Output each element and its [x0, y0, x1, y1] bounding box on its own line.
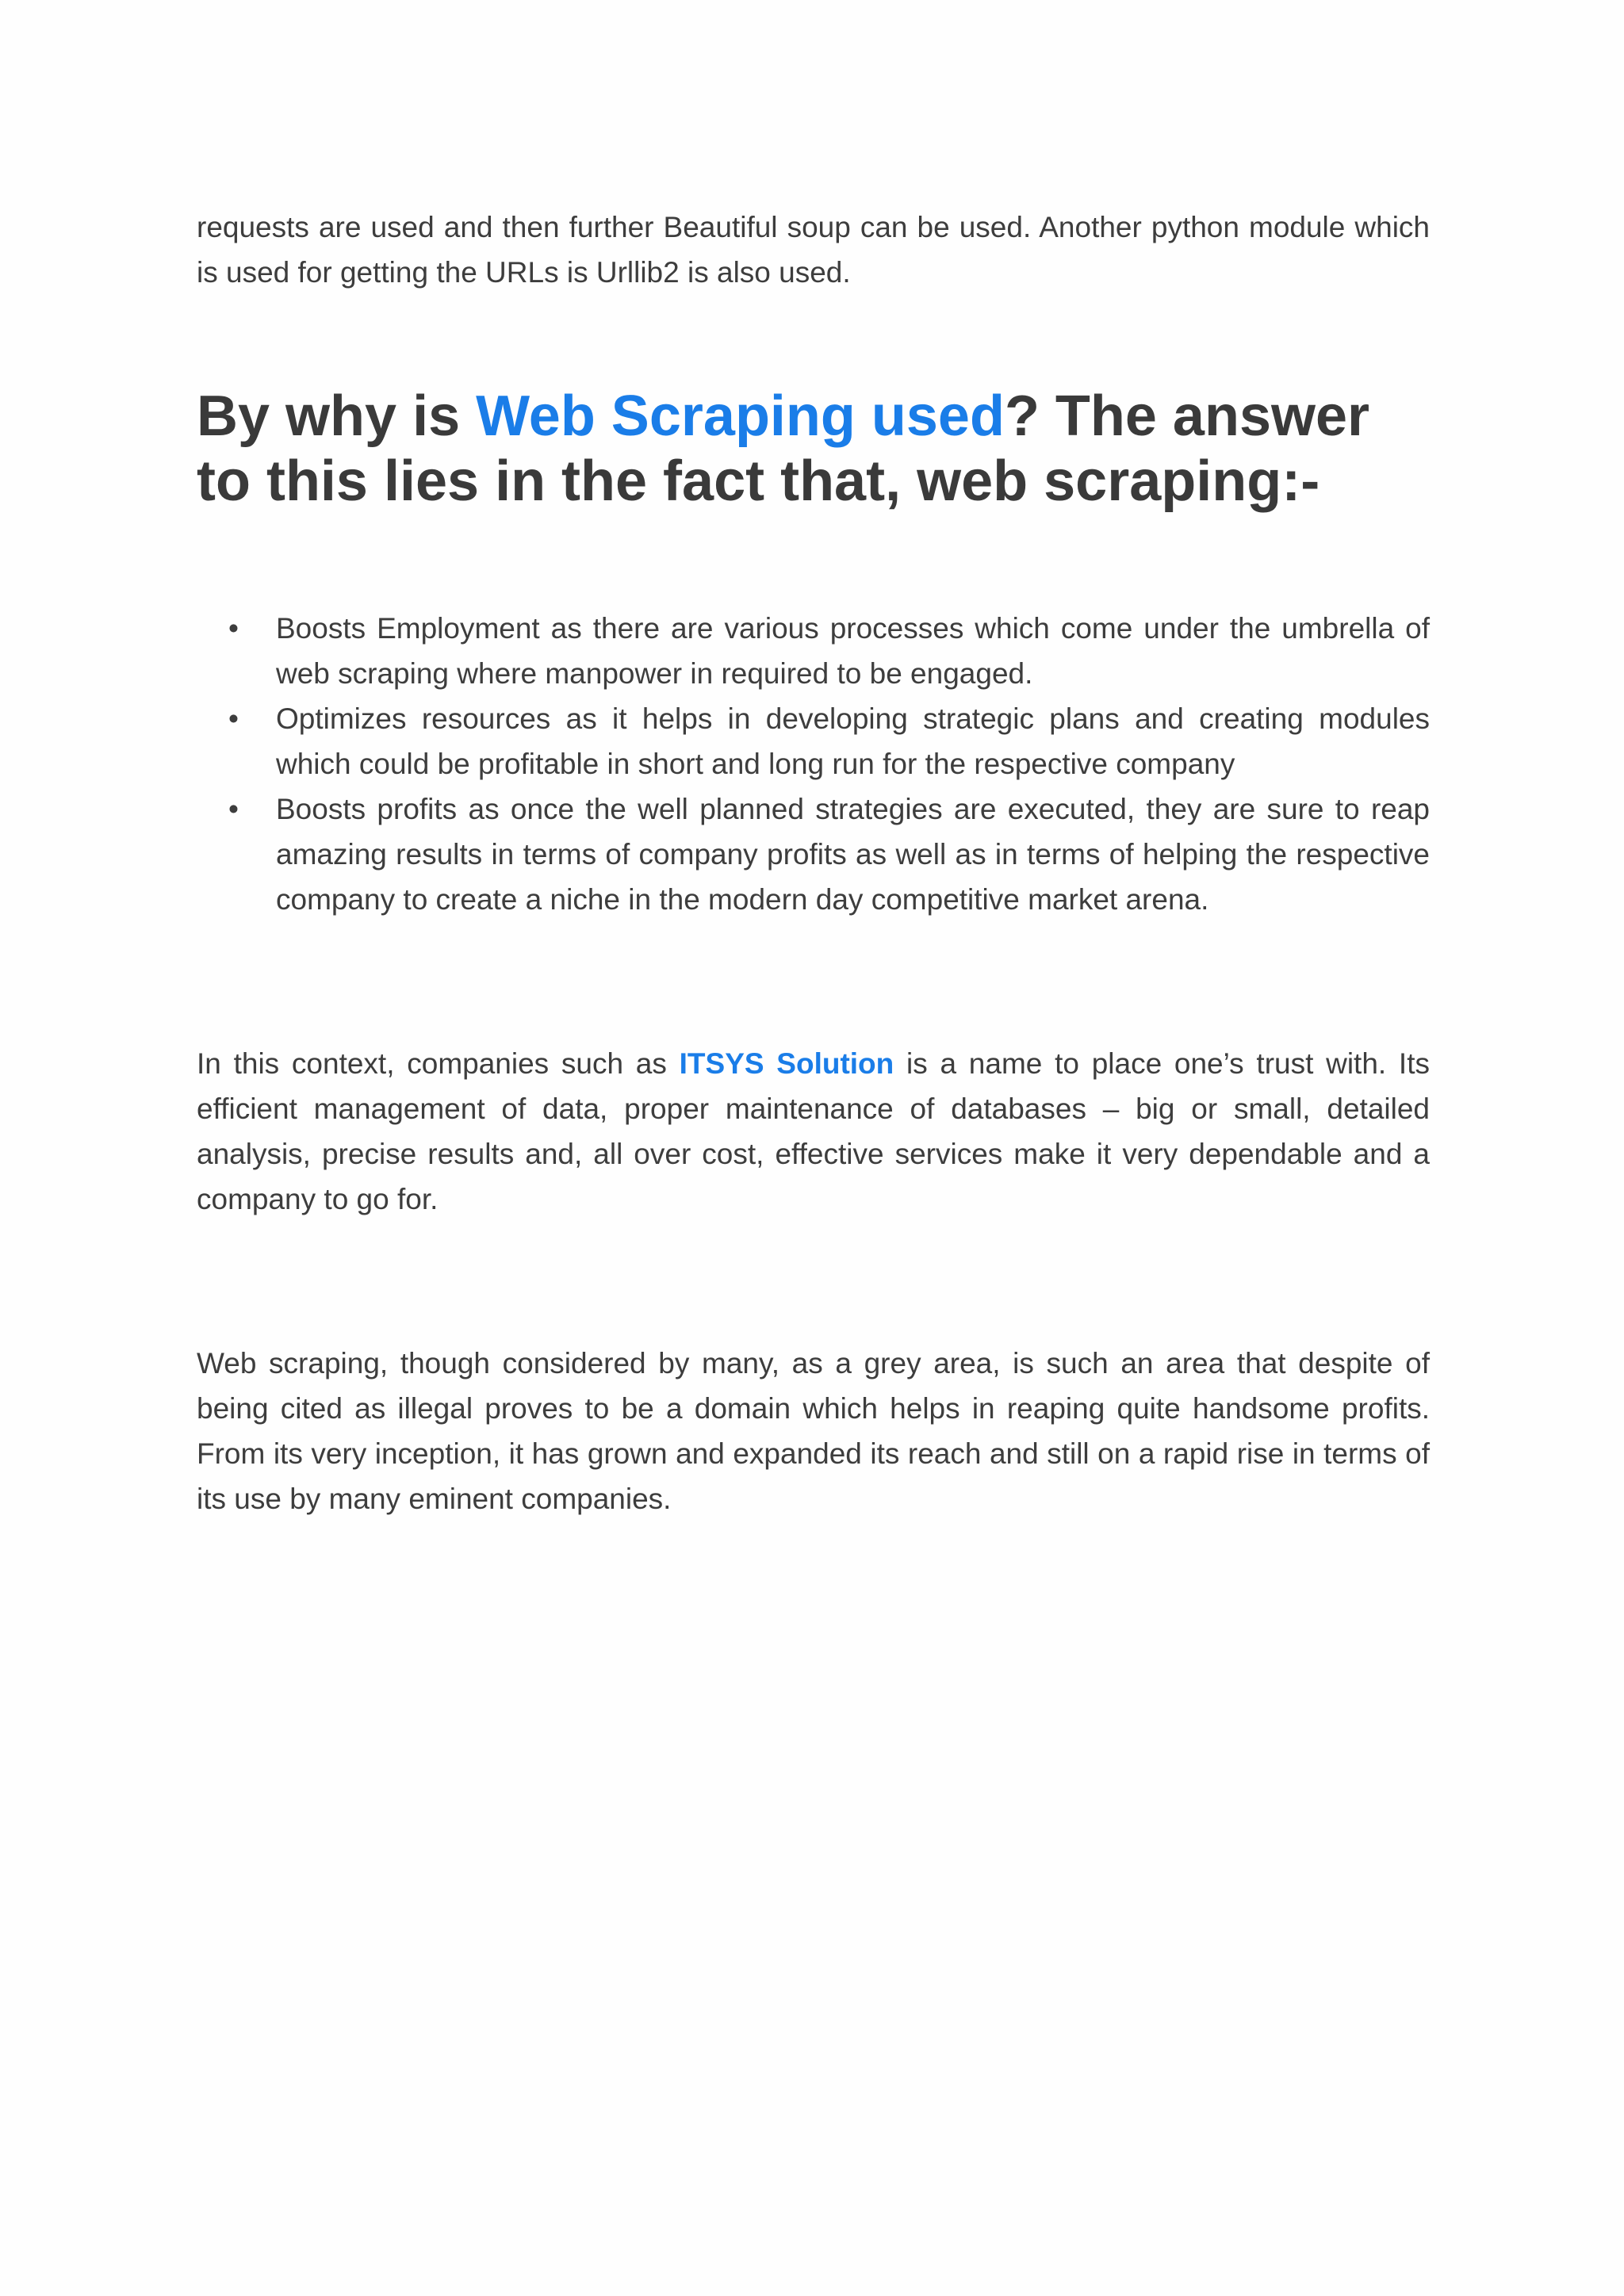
section-heading	[197, 384, 1430, 514]
context-paragraph	[197, 1041, 1430, 1222]
bullet-icon: •	[228, 702, 239, 735]
heading-text-end: ? The answer to this lies in the fact that, web scraping:-	[197, 385, 1370, 513]
list-item	[197, 606, 1430, 696]
closing-paragraph: Web scraping, though considered by many, as a grey area, is such an area that despite of being cited as illegal proves to be a domain which helps in reaping quite handsome profits. From its very inception, it has grown and expanded its reach and still on a rapid rise in terms of its use by many eminent companies.	[197, 1347, 1430, 1515]
heading-text-start: By why is	[197, 385, 477, 448]
web-scraping-link[interactable]: Web Scraping used	[476, 385, 1005, 448]
intro-paragraph: requests are used and then further Beautiful soup can be used. Another python module which is used for getting the URLs is Urllib2 is also used.	[197, 211, 1430, 289]
list-item-text: Boosts profits as once the well planned strategies are executed, they are sure to reap amazing results in terms of company profits as well as in terms of helping the respective company to create a niche in the modern day competitive market arena.	[276, 793, 1430, 916]
list-item	[197, 786, 1430, 922]
itsys-solution-link[interactable]: ITSYS Solution	[679, 1047, 894, 1080]
context-text-end: is a name to place one’s trust with. Its efficient management of data, proper maintenance of databases – big or small, detailed analysis, precise results and, all over cost, effective services make it very dependable and a company to go for.	[197, 1047, 1430, 1215]
list-item-text: Optimizes resources as it helps in developing strategic plans and creating modules which could be profitable in short and long run for the respective company	[276, 702, 1430, 780]
list-item-text: Boosts Employment as there are various processes which come under the umbrella of web scraping where manpower in required to be engaged.	[276, 612, 1430, 690]
context-text-start: In this context, companies such as	[197, 1047, 680, 1080]
bullet-icon: •	[228, 612, 239, 645]
document-page	[197, 205, 1430, 1521]
bullet-icon: •	[228, 793, 239, 825]
list-item	[197, 696, 1430, 786]
benefits-list	[197, 606, 1430, 922]
